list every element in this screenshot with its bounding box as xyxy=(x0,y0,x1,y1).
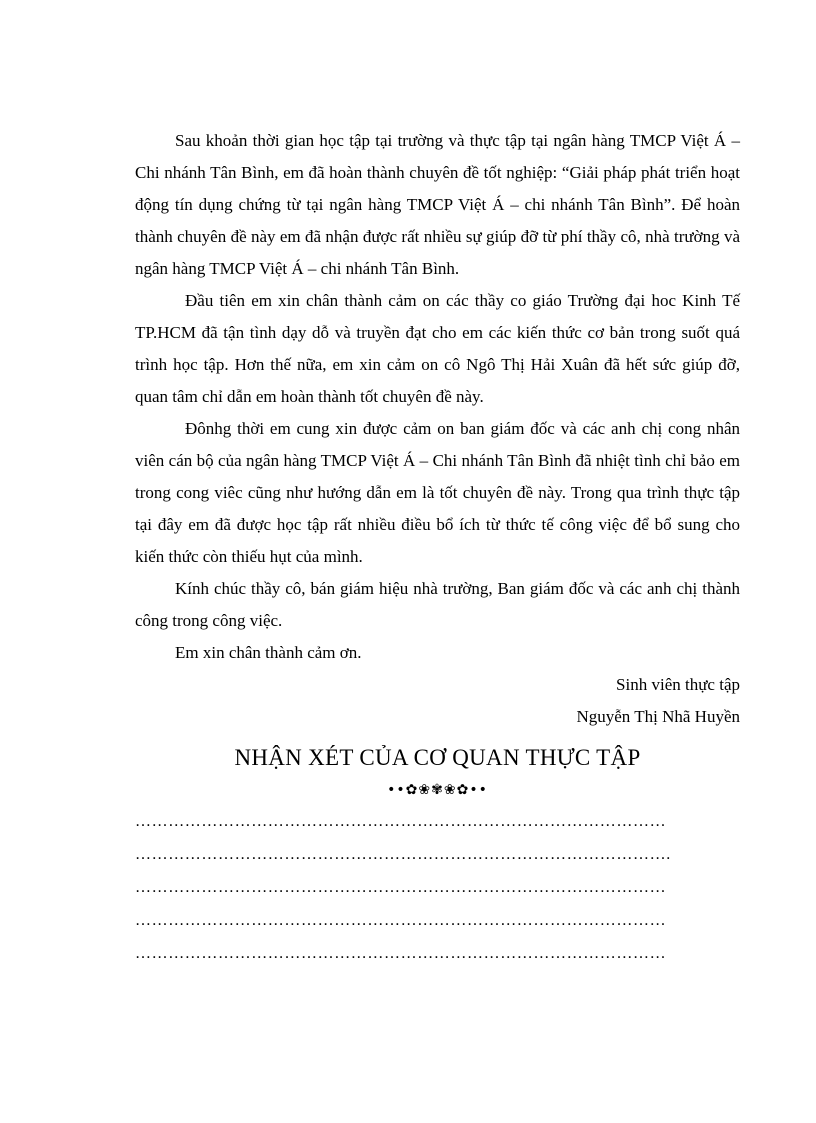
comment-line: ……………………………………………………………………………………. xyxy=(135,846,671,863)
comment-line: …………………………………………………………………………………… xyxy=(135,912,667,929)
paragraph-intro: Sau khoản thời gian học tập tại trường và thực tập tại ngân hàng TMCP Việt Á – Chi nhánh Tân Bình, em đã hoàn thành chuyên đề tốt nghiệp: “Giải pháp phát triển hoạt động tín dụng chứng từ tại ngân hàng TMCP Việt Á – chi nhánh Tân Bình”. Để hoàn thành chuyên đề này em đã nhận được rất nhiều sự giúp đỡ từ phí thầy cô, nhà trường và ngân hàng TMCP Việt Á – chi nhánh Tân Bình. xyxy=(135,131,740,278)
paragraph-closing: Em xin chân thành cảm ơn. xyxy=(175,643,362,662)
paragraph-thanks-teachers: Đầu tiên em xin chân thành cảm on các thầy co giáo Trường đại hoc Kinh Tế TP.HCM đã tận tình dạy dỗ và truyền đạt cho em các kiến thức cơ bản trong suốt quá trình học tập. Hơn thế nữa, em xin cảm on cô Ngô Thị Hải Xuân đã hết sức giúp đỡ, quan tâm chỉ dẫn em hoàn thành tốt chuyên đề này. xyxy=(135,291,740,406)
paragraph-thanks-bank: Đônhg thời em cung xin được cảm on ban giám đốc và các anh chị cong nhân viên cán bộ của ngân hàng TMCP Việt Á – Chi nhánh Tân Bình đã nhiệt tình chỉ bảo em trong cong viêc cũng như hướng dẫn em là tốt chuyên đề này. Trong qua trình thực tập tại đây em đã được học tập rất nhiều điều bổ ích từ thức tế công việc để bổ sung cho kiến thức còn thiếu hụt của mình. xyxy=(135,419,740,566)
signature-name: Nguyễn Thị Nhã Huyền xyxy=(576,707,740,726)
ornament-divider: ••✿❀✾❀✿•• xyxy=(387,782,488,798)
comment-line: …………………………………………………………………………………… xyxy=(135,879,667,896)
document-page xyxy=(135,125,740,970)
comment-line: …………………………………………………………………………………… xyxy=(135,813,667,830)
comment-lines xyxy=(135,805,740,970)
signature-role: Sinh viên thực tập xyxy=(616,675,740,694)
paragraph-wishes: Kính chúc thầy cô, bán giám hiệu nhà trường, Ban giám đốc và các anh chị thành công trong công việc. xyxy=(135,579,740,630)
comment-line: …………………………………………………………………………………… xyxy=(135,945,667,962)
section-title: NHẬN XÉT CỦA CƠ QUAN THỰC TẬP xyxy=(234,745,641,770)
